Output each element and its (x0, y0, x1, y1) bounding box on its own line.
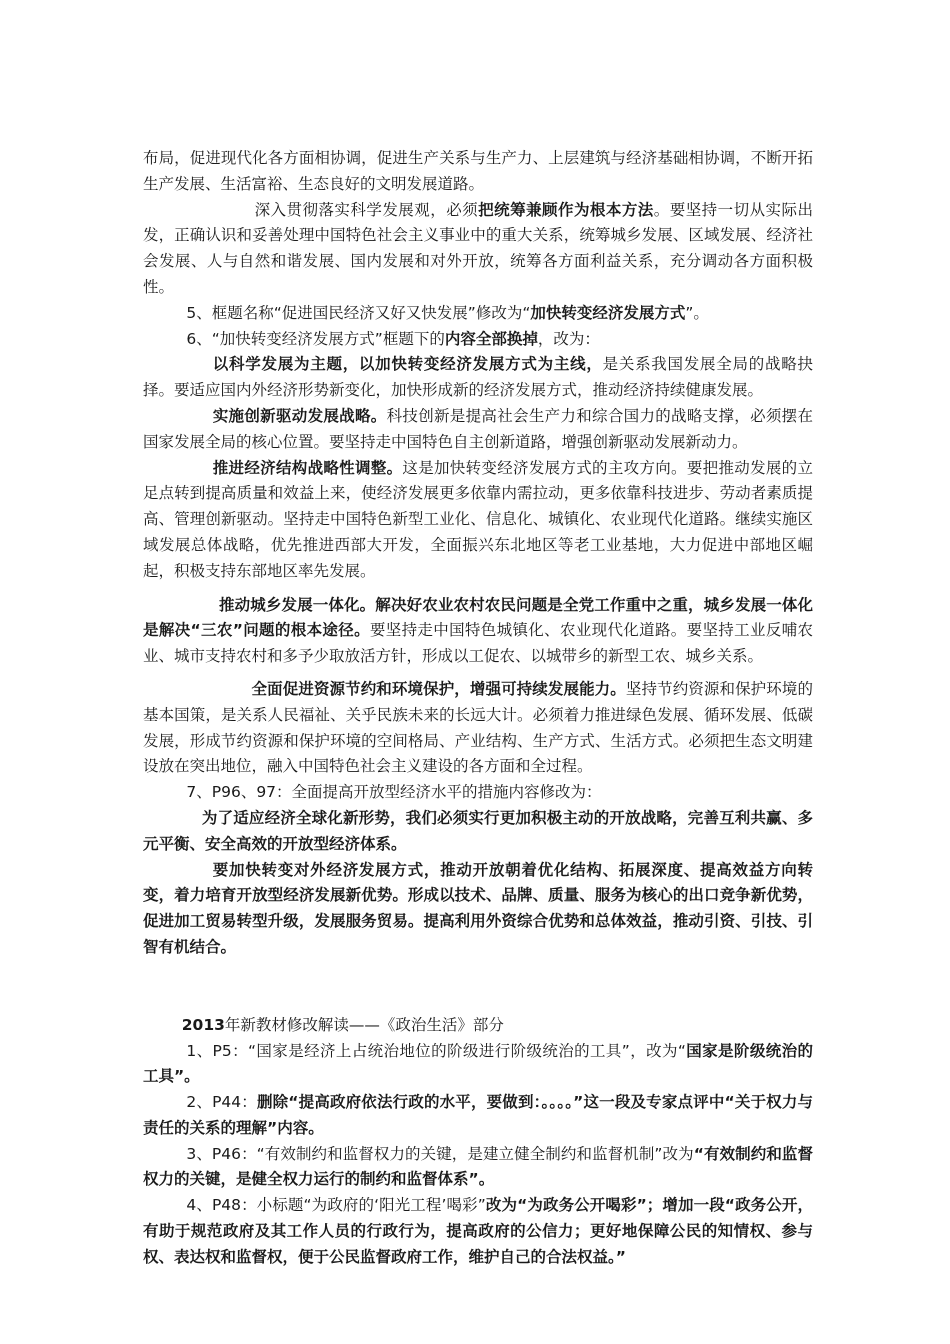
paragraph-text: 深入贯彻落实科学发展观，必须 (254, 200, 479, 219)
spacer (143, 670, 813, 677)
paragraph (143, 352, 813, 404)
paragraph-text: 要坚持走中国特色城镇化、农业现代化道路。要坚持工业反哺农业、城市支持农村和多予少取放活方针，形成以工促农、以城带乡的新型工农、城乡关系。 (143, 621, 813, 666)
paragraph-text: 1、P5：“国家是经济上占统治地位的阶级进行阶级统治的工具”，改为“ (186, 1041, 686, 1060)
paragraph-text: 5、框题名称“促进国民经济又好又快发展”修改为“ (186, 303, 531, 322)
paragraph-text: 科技创新是提高社会生产力和综合国力的战略支撑，必须摆在国家发展全局的核心位置。要坚持走中国特色自主创新道路，增强创新驱动发展新动力。 (143, 406, 813, 451)
paragraph-text: 4、P48：小标题“为政府的‘阳光工程’喝彩” (186, 1196, 486, 1215)
paragraph (143, 1090, 813, 1142)
paragraph-text: 年新教材修改解读——《政治生活》部分 (224, 1015, 504, 1034)
paragraph (143, 456, 813, 585)
bold-text: 内容全部换掉 (444, 329, 538, 348)
paragraph-text: 坚持节约资源和保护环境的基本国策，是关系人民福祉、关乎民族未来的长远大计。必须着力推进绿色发展、循环发展、低碳发展，形成节约资源和保护环境的空间格局、产业结构、生产方式、生活方式。必须把生态文明建设放在突出地位，融入中国特色社会主义建设的各方面和全过程。 (143, 679, 813, 776)
spacer (143, 961, 813, 1013)
bold-text: “有效制约和监督权力的关键，是健全权力运行的制约和监督体系”。 (143, 1144, 813, 1189)
paragraph-text: 3、P46：“有效制约和监督权力的关键，是建立健全制约和监督机制”改为 (186, 1144, 694, 1163)
paragraph (143, 198, 813, 301)
paragraph-text: ，改为： (537, 329, 600, 348)
paragraph-text: 是关系我国发展全局的战略抉择。要适应国内外经济形势新变化，加快形成新的经济发展方式，推动经济持续健康发展。 (143, 355, 813, 400)
paragraph (143, 327, 813, 353)
paragraph (143, 1142, 813, 1194)
bold-text: 以科学发展为主题，以加快转变经济发展方式为主线， (212, 355, 603, 374)
bold-text: 改为“为政务公开喝彩”；增加一段“政务公开，有助于规范政府及其工作人员的行政行为，提高政府的公信力；更好地保障公民的知情权、参与权、表达权和监督权，便于公民监督政府工作，维护自己的合法权益。” (143, 1196, 813, 1266)
paragraph (143, 677, 813, 780)
paragraph (143, 404, 813, 456)
bold-text: 推动城乡发展一体化。解决好农业农村农民问题是全党工作重中之重，城乡发展一体化是解决“三农”问题的根本途径。 (143, 595, 813, 640)
paragraph-text: 6、“加快转变经济发展方式”框题下的 (186, 329, 445, 348)
paragraph (143, 780, 813, 806)
paragraph (143, 806, 813, 858)
paragraph-text: 这是加快转变经济发展方式的主攻方向。要把推动发展的立足点转到提高质量和效益上来，使经济发展更多依靠内需拉动，更多依靠科技进步、劳动者素质提高、管理创新驱动。坚持走中国特色新型工业化、信息化、城镇化、农业现代化道路。继续实施区域发展总体战略，优先推进西部大开发，全面振兴东北地区等老工业基地，大力促进中部地区崛起，积极支持东部地区率先发展。 (143, 458, 813, 580)
paragraph (143, 593, 813, 670)
paragraph-text: 。要坚持一切从实际出发，正确认识和妥善处理中国特色社会主义事业中的重大关系，统筹城乡发展、区域发展、经济社会发展、人与自然和谐发展、国内发展和对外开放，统筹各方面利益关系，充分调动各方面积极性。 (143, 200, 813, 296)
paragraph-text: ”。 (685, 303, 709, 322)
spacer (143, 585, 813, 593)
bold-text: 要加快转变对外经济发展方式，推动开放朝着优化结构、拓展深度、提高效益方向转变，着力培育开放型经济发展新优势。形成以技术、品牌、质量、服务为核心的出口竞争新优势，促进加工贸易转型升级，发展服务贸易。提高利用外资综合优势和总体效益，推动引资、引技、引智有机结合。 (143, 860, 813, 956)
bold-text: 2013 (181, 1015, 225, 1034)
section-title (143, 1013, 813, 1039)
paragraph-text: 布局，促进现代化各方面相协调，促进生产关系与生产力、上层建筑与经济基础相协调，不断开拓生产发展、生活富裕、生态良好的文明发展道路。 (143, 149, 813, 193)
paragraph (143, 1039, 813, 1091)
paragraph (143, 1193, 813, 1270)
bold-text: 全面促进资源节约和环境保护，增强可持续发展能力。 (251, 679, 626, 698)
bold-text: 加快转变经济发展方式 (530, 303, 686, 322)
bold-text: 为了适应经济全球化新形势，我们必须实行更加积极主动的开放战略，完善互利共赢、多元平衡、安全高效的开放型经济体系。 (143, 808, 813, 853)
bold-text: 实施创新驱动发展战略。 (212, 406, 387, 425)
paragraph-text: 2、P44： (186, 1093, 257, 1112)
bold-text: 把统筹兼顾作为根本方法 (478, 200, 654, 219)
bold-text: 推进经济结构战略性调整。 (212, 458, 403, 477)
paragraph (143, 858, 813, 961)
document-body (143, 146, 813, 1271)
paragraph-text: 7、P96、97：全面提高开放型经济水平的措施内容修改为： (186, 783, 602, 802)
bold-text: 国家是阶级统治的工具”。 (143, 1041, 813, 1086)
bold-text: 删除“提高政府依法行政的水平，要做到：。。。。”这一段及专家点评中“关于权力与责任的关系的理解”内容。 (143, 1093, 813, 1137)
paragraph (143, 146, 813, 198)
paragraph (143, 301, 813, 327)
